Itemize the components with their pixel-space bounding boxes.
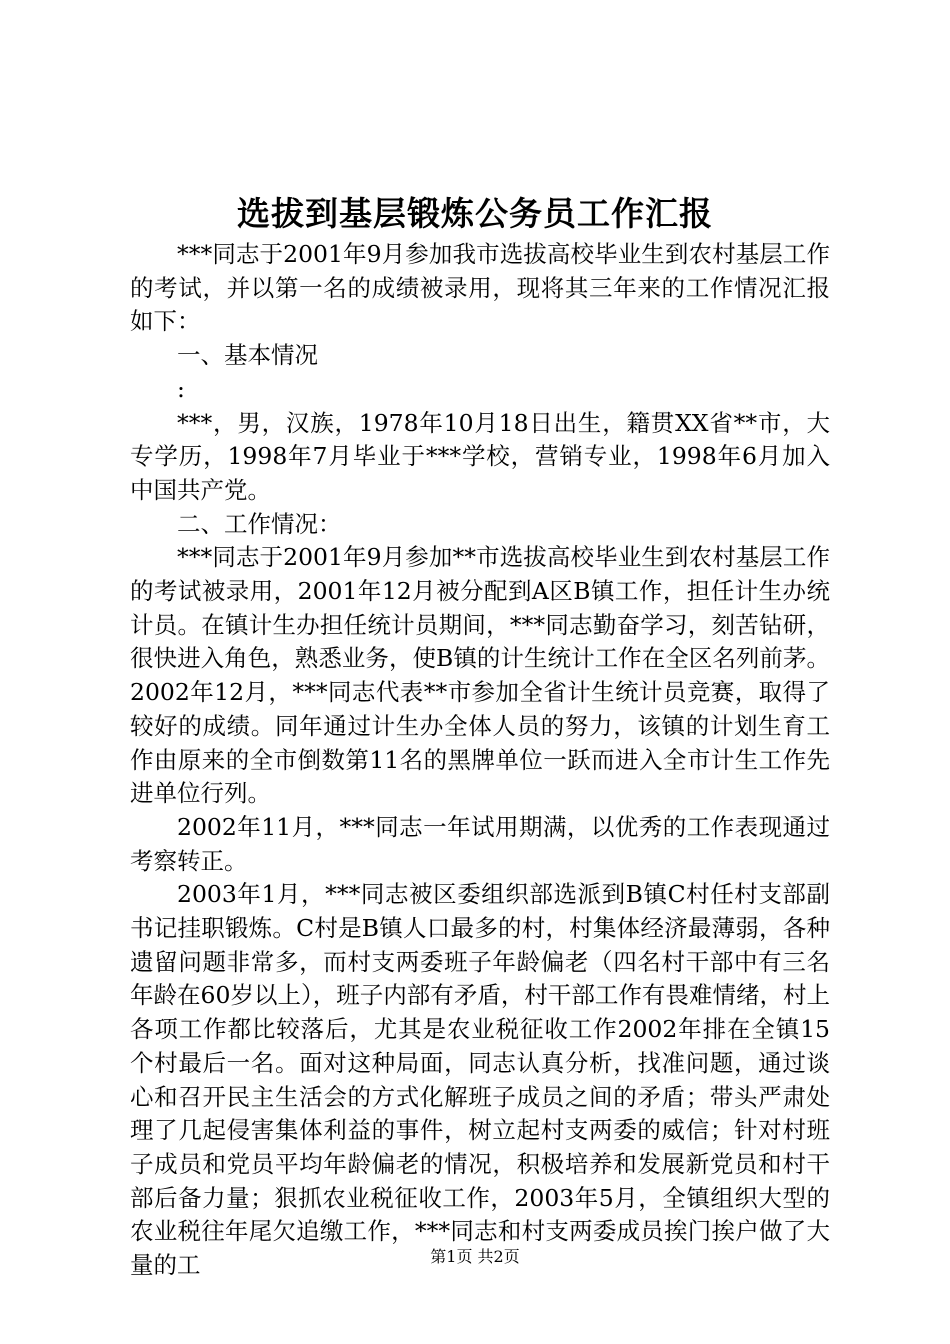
paragraph-work-1: ***同志于2001年9月参加**市选拔高校毕业生到农村基层工作的考试被录用，2001年12月被分配到A区B镇工作，担任计生办统计员。在镇计生办担任统计员期间，***同志勤奋学习，刻苦钻研，很快进入角色，熟悉业务，使B镇的计生统计工作在全区名列前茅。2002年12月，***同志代表**市参加全省计生统计员竞赛，取得了较好的成绩。同年通过计生办全体人员的努力，该镇的计划生育工作由原来的全市倒数第11名的黑牌单位一跃而进入全市计生工作先进单位行列。 (130, 543, 830, 808)
paragraph-basic-info: ***，男，汉族，1978年10月18日出生，籍贯XX省**市，大专学历，1998年7月毕业于***学校，营销专业，1998年6月加入中国共产党。 (130, 408, 830, 504)
paragraph-colon: : (177, 374, 185, 403)
paragraph-work-2: 2002年11月，***同志一年试用期满，以优秀的工作表现通过考察转正。 (130, 812, 830, 875)
document-title: 选拔到基层锻炼公务员工作汇报 (237, 194, 713, 233)
section-heading-work: 二、工作情况： (177, 509, 342, 538)
paragraph-work-3: 2003年1月，***同志被区委组织部选派到B镇C村任村支部副书记挂职锻炼。C村是B镇人口最多的村，村集体经济最薄弱，各种遗留问题非常多，而村支两委班子年龄偏老（四名村干部中有三名年龄在60岁以上），班子内部有矛盾，村干部工作有畏难情绪，村上各项工作都比较落后，尤其是农业税征收工作2002年排在全镇15个村最后一名。面对这种局面，同志认真分析，找准问题，通过谈心和召开民主生活会的方式化解班子成员之间的矛盾；带头严肃处理了几起侵害集体利益的事件，树立起村支两委的威信；针对村班子成员和党员平均年龄偏老的情况，积极培养和发展新党员和村干部后备力量；狠抓农业税征收工作，2003年5月，全镇组织大型的农业税往年尾欠追缴工作，***同志和村支两委成员挨门挨户做了大量的工 (130, 880, 830, 1280)
section-heading-basic-info: 一、基本情况 (177, 341, 318, 370)
document-body (130, 238, 830, 1283)
page-footer: 第1页 共2页 (430, 1247, 520, 1266)
paragraph-intro: ***同志于2001年9月参加我市选拔高校毕业生到农村基层工作的考试，并以第一名的成绩被录用，现将其三年来的工作情况汇报如下： (130, 240, 830, 336)
